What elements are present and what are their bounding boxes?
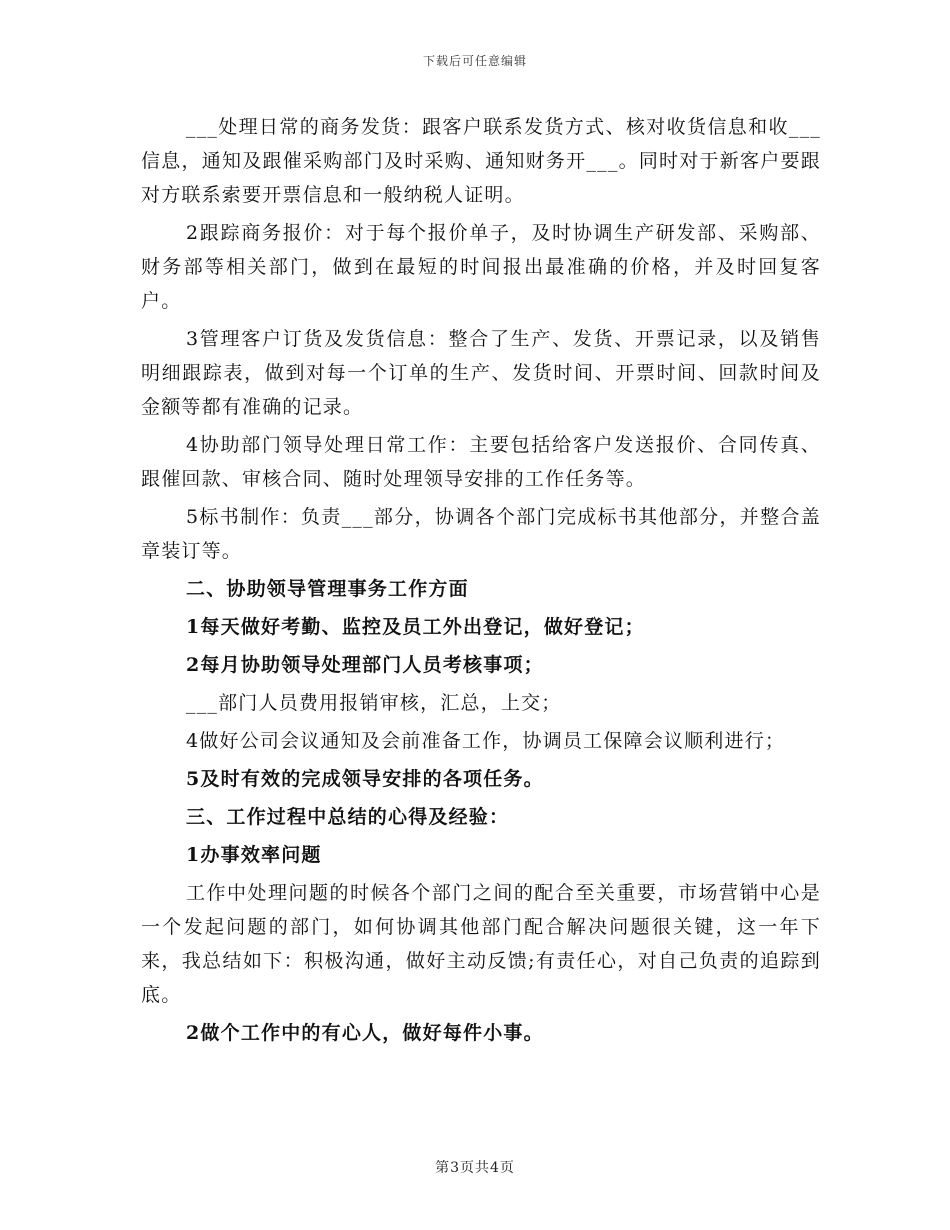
paragraph-tasks: 5及时有效的完成领导安排的各项任务。 xyxy=(186,768,544,790)
paragraph-bidding: 5标书制作：负责___部分，协调各个部门完成标书其他部分，并整合盖章装订等。 xyxy=(141,506,821,562)
subheading-efficiency: 1办事效率问题 xyxy=(186,844,322,866)
paragraph-assist-leader: 4协助部门领导处理日常工作：主要包括给客户发送报价、合同传真、跟催回款、审核合同、随时处理领导安排的工作任务等。 xyxy=(141,434,821,490)
paragraph-efficiency: 工作中处理问题的时候各个部门之间的配合至关重要，市场营销中心是一个发起问题的部门，如何协调其他部门配合解决问题很关键，这一年下来，我总结如下：积极沟通，做好主动反馈;有责任心，对自己负责的追踪到底。 xyxy=(141,882,821,1006)
paragraph-order-management: 3管理客户订货及发货信息：整合了生产、发货、开票记录，以及销售明细跟踪表，做到对每一个订单的生产、发货时间、开票时间、回款时间及金额等都有准确的记录。 xyxy=(141,328,821,418)
paragraph-quotation: 2跟踪商务报价：对于每个报价单子，及时协调生产研发部、采购部、财务部等相关部门，做到在最短的时间报出最准确的价格，并及时回复客户。 xyxy=(141,222,821,312)
paragraph-meetings: 4做好公司会议通知及会前准备工作，协调员工保障会议顺利进行； xyxy=(186,730,786,752)
section-heading-3: 三、工作过程中总结的心得及经验： xyxy=(186,806,510,828)
page-number: 第3页共4页 xyxy=(435,1160,515,1176)
paragraph-assessment: 2每月协助领导处理部门人员考核事项； xyxy=(186,654,544,676)
paragraph-attendance: 1每天做好考勤、监控及员工外出登记，做好登记； xyxy=(186,616,645,638)
page-header: 下载后可任意编辑 xyxy=(422,54,527,68)
subheading-attentive: 2做个工作中的有心人，做好每件小事。 xyxy=(186,1022,544,1044)
paragraph-expenses: ___部门人员费用报销审核，汇总，上交； xyxy=(186,692,562,714)
paragraph-shipping: ___处理日常的商务发货：跟客户联系发货方式、核对收货信息和收___信息，通知及跟催采购部门及时采购、通知财务开___。同时对于新客户要跟对方联系索要开票信息和一般纳税人证明。 xyxy=(141,116,821,206)
document-body xyxy=(141,110,821,1054)
section-heading-2: 二、协助领导管理事务工作方面 xyxy=(186,578,469,600)
